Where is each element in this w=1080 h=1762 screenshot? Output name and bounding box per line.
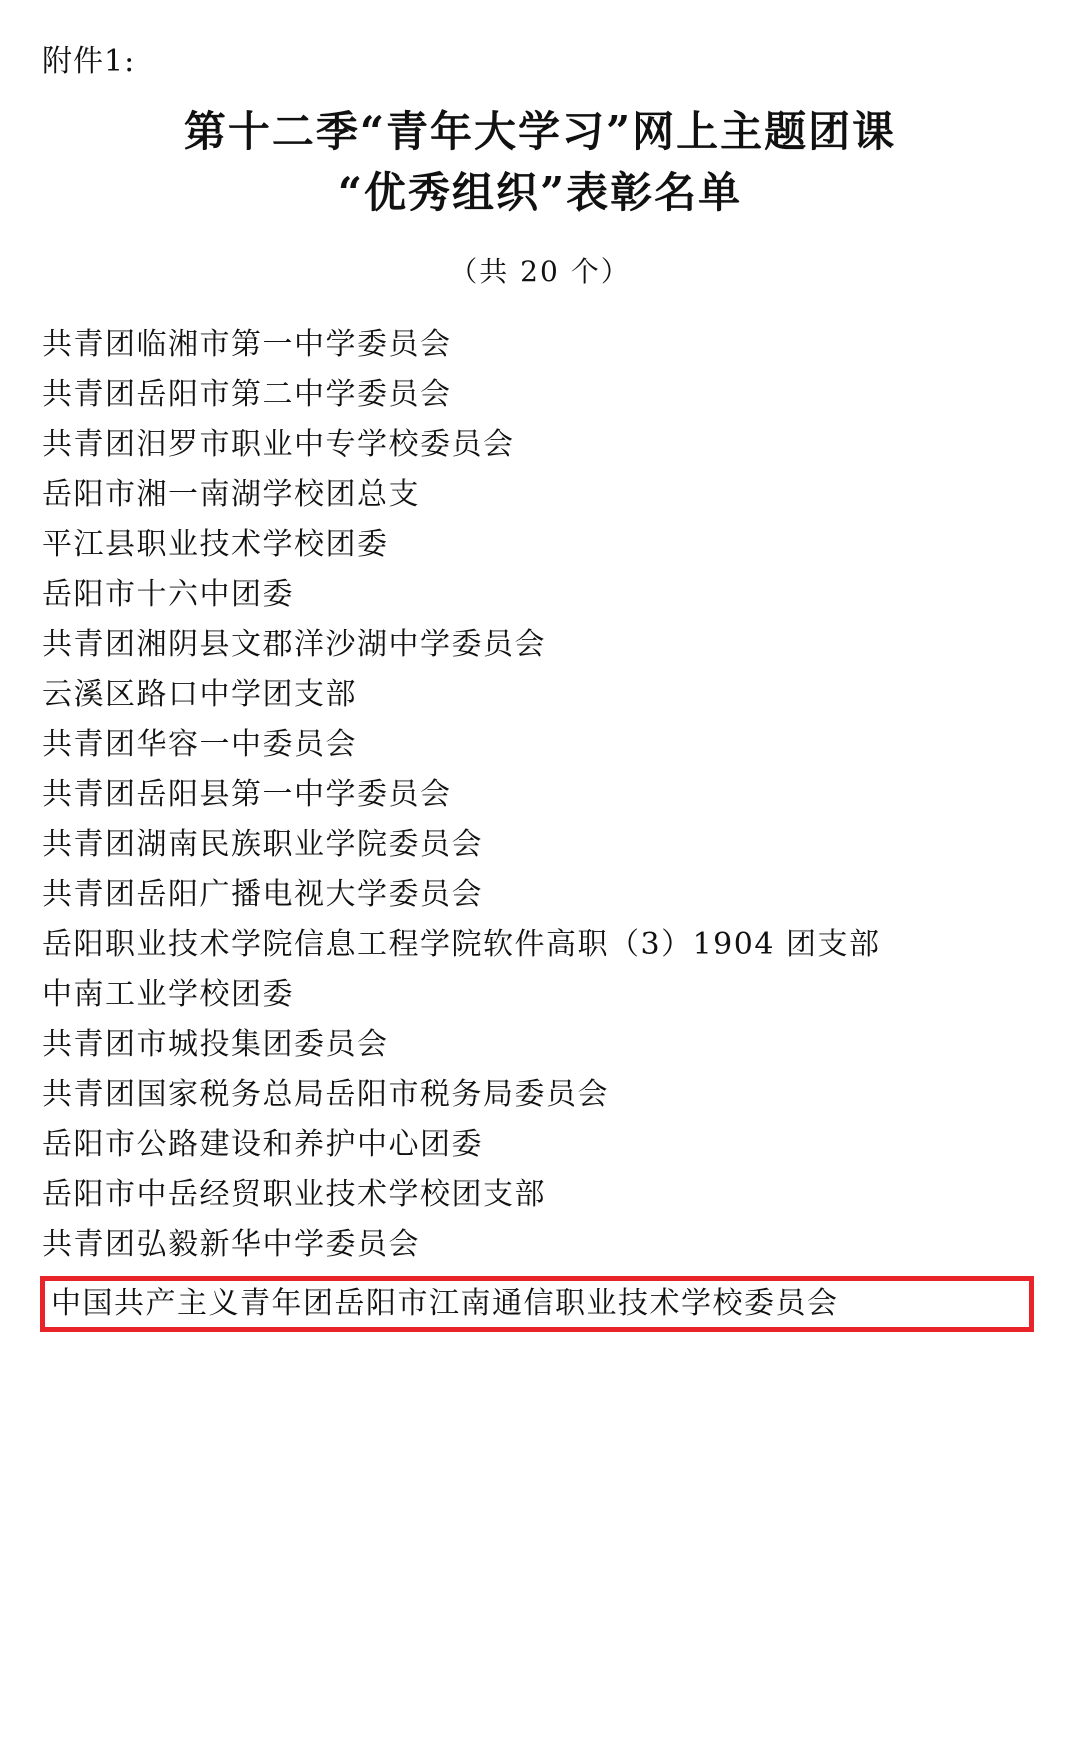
- list-item: 平江县职业技术学校团委: [42, 526, 389, 562]
- list-item: 共青团临湘市第一中学委员会: [42, 326, 452, 362]
- list-item: 岳阳市公路建设和养护中心团委: [42, 1126, 483, 1162]
- list-item: 共青团市城投集团委员会: [42, 1026, 389, 1062]
- list-item: 云溪区路口中学团支部: [42, 676, 357, 712]
- title-line-2: “优秀组织”表彰名单: [337, 167, 743, 217]
- list-item: 岳阳市中岳经贸职业技术学校团支部: [42, 1176, 546, 1212]
- list-item: 共青团国家税务总局岳阳市税务局委员会: [42, 1076, 609, 1112]
- list-item: 岳阳市湘一南湖学校团总支: [42, 476, 420, 512]
- list-item: 共青团华容一中委员会: [42, 726, 357, 762]
- list-item: 共青团岳阳县第一中学委员会: [42, 776, 452, 812]
- list-item: 中南工业学校团委: [42, 976, 294, 1012]
- list-item: 共青团湖南民族职业学院委员会: [42, 826, 483, 862]
- list-item-highlighted: 中国共产主义青年团岳阳市江南通信职业技术学校委员会: [40, 1276, 1034, 1332]
- list-item: 共青团湘阴县文郡洋沙湖中学委员会: [42, 626, 546, 662]
- list-item: 共青团岳阳市第二中学委员会: [42, 376, 452, 412]
- document-title: [40, 102, 1040, 224]
- list-item: 岳阳职业技术学院信息工程学院软件高职（3）1904 团支部: [42, 926, 881, 962]
- attachment-label: 附件1:: [42, 44, 136, 79]
- title-line-1: 第十二季“青年大学习”网上主题团课: [183, 107, 897, 156]
- list-item: 共青团岳阳广播电视大学委员会: [42, 876, 483, 912]
- list-item: 共青团弘毅新华中学委员会: [42, 1226, 420, 1262]
- document-subtitle: （共 20 个）: [449, 254, 631, 288]
- list-item: 岳阳市十六中团委: [42, 576, 294, 612]
- organization-list: [40, 320, 1040, 1332]
- list-item: 共青团汨罗市职业中专学校委员会: [42, 426, 515, 462]
